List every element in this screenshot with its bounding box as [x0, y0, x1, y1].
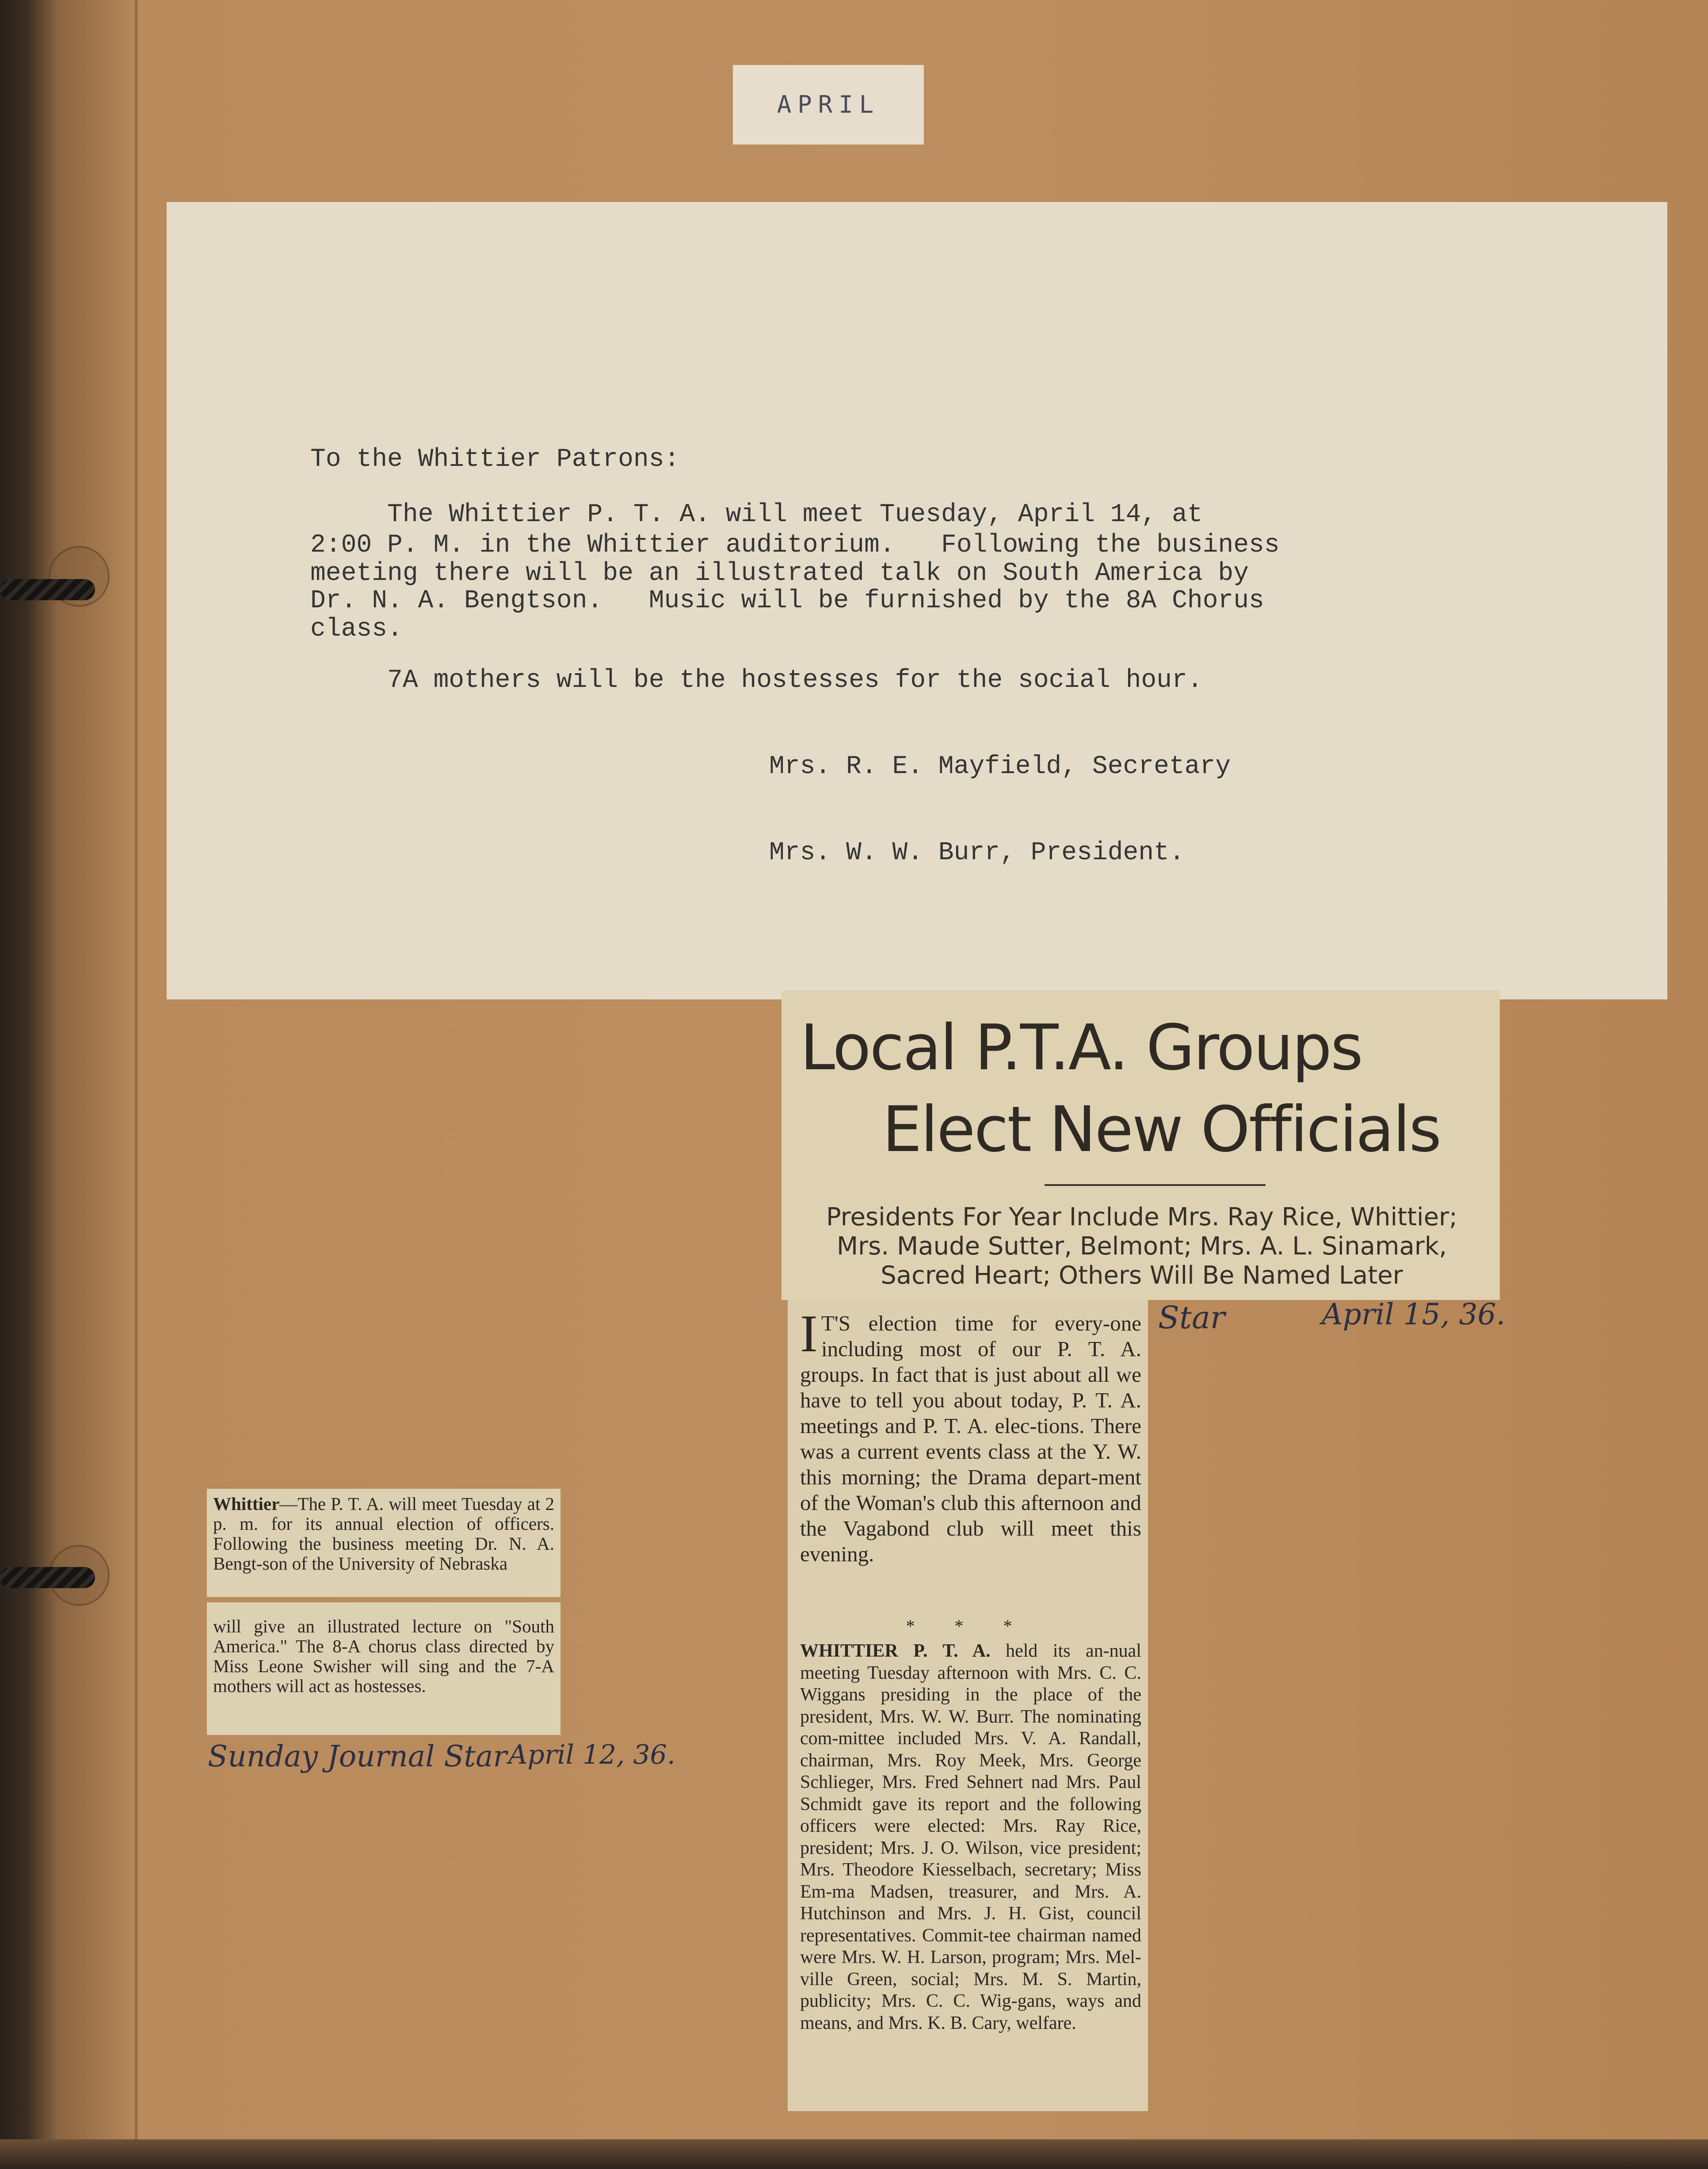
- brief-clipping-part-1: [207, 1489, 560, 1597]
- notice-line: 2:00 P. M. in the Whittier auditorium. Following the business: [310, 531, 1280, 560]
- brief-clipping-part-2: [207, 1602, 560, 1735]
- handwritten-source-sunday-journal-star: Sunday Journal Star: [208, 1739, 507, 1773]
- notice-line: meeting there will be an illustrated talk on South America by: [310, 559, 1249, 588]
- column-body: [800, 1640, 1141, 2034]
- brief-part-1: [213, 1494, 554, 1574]
- page-bottom-edge: [0, 2139, 1708, 2169]
- month-label: APRIL: [733, 65, 924, 145]
- headline-rule: [1045, 1184, 1266, 1186]
- drop-cap: I: [800, 1304, 818, 1363]
- handwritten-date-april-15: April 15, 36.: [1322, 1297, 1506, 1331]
- binder-cord-top: [0, 579, 95, 600]
- column-lead-paragraph: [800, 1304, 1141, 1567]
- typed-notice: [167, 202, 1667, 999]
- handwritten-source-star: Star: [1158, 1300, 1225, 1336]
- brief-lead-in: Whittier: [213, 1494, 280, 1514]
- brief-part-2-text: will give an illustrated lecture on "South America." The 8-A chorus class directed by Miss Leone Swisher will sing and the 7-A mothers will act as hostesses.: [213, 1616, 554, 1696]
- deck-line: Sacred Heart; Others Will Be Named Later: [881, 1261, 1403, 1290]
- notice-signature-president: Mrs. W. W. Burr, President.: [769, 839, 1185, 867]
- headline-deck: [790, 1203, 1493, 1290]
- notice-line: class.: [310, 615, 403, 644]
- notice-signature-secretary: Mrs. R. E. Mayfield, Secretary: [769, 752, 1231, 781]
- brief-part-1-text: —The P. T. A. will meet Tuesday at 2 p. m. for its annual election of officers. Following the business meeting Dr. N. A. Bengt-son of the University of Nebraska: [213, 1494, 554, 1574]
- page-crease: [135, 0, 137, 2169]
- deck-line: Presidents For Year Include Mrs. Ray Rice, Whittier;: [826, 1203, 1458, 1231]
- headline-clipping: [782, 991, 1500, 1300]
- binder-cord-bottom: [0, 1567, 95, 1588]
- column-clipping: [788, 1300, 1148, 2111]
- section-separator: * * *: [906, 1616, 1030, 1636]
- body-text: held its an-nual meeting Tuesday afternoon with Mrs. C. C. Wiggans presiding in the place of the president, Mrs. W. W. Burr. The nominating com-mittee included Mrs. V. A. Randall, chairman, Mrs. Roy Meek, Mrs. George Schlieger, Mrs. Fred Sehnert nad Mrs. Paul Schmidt gave its report and the following officers were elected: Mrs. Ray Rice, president; Mrs. J. O. Wilson, vice president; Mrs. Theodore Kiesselbach, secretary; Miss Em-ma Madsen, treasurer, and Mrs. A. Hutchinson and Mrs. J. H. Gist, council representatives. Commit-tee chairman named were Mrs. W. H. Larson, program; Mrs. Mel-ville Green, social; Mrs. M. S. Martin, publicity; Mrs. C. C. Wig-gans, ways and means, and Mrs. K. B. Cary, welfare.: [800, 1641, 1141, 2033]
- notice-line: Dr. N. A. Bengtson. Music will be furnished by the 8A Chorus: [310, 587, 1264, 615]
- deck-line: Mrs. Maude Sutter, Belmont; Mrs. A. L. Sinamark,: [836, 1232, 1447, 1261]
- headline-line-1: Local P.T.A. Groups: [800, 1011, 1362, 1084]
- lead-text: T'S election time for every-one including most of our P. T. A. groups. In fact that is just about all we have to tell you about today, P. T. A. meetings and P. T. A. elec-tions. There was a current events class at the Y. W. this morning; the Drama depart-ment of the Woman's club this afternoon and the Vagabond club will meet this evening.: [800, 1311, 1141, 1566]
- handwritten-date-april-12: April 12, 36.: [508, 1739, 675, 1770]
- body-lead-in: WHITTIER P. T. A.: [800, 1641, 991, 1661]
- notice-salutation: To the Whittier Patrons:: [310, 445, 680, 474]
- notice-hostess-line: 7A mothers will be the hostesses for the social hour.: [310, 666, 1203, 695]
- headline-line-2: Elect New Officials: [882, 1093, 1441, 1166]
- notice-line: The Whittier P. T. A. will meet Tuesday, April 14, at: [310, 500, 1203, 529]
